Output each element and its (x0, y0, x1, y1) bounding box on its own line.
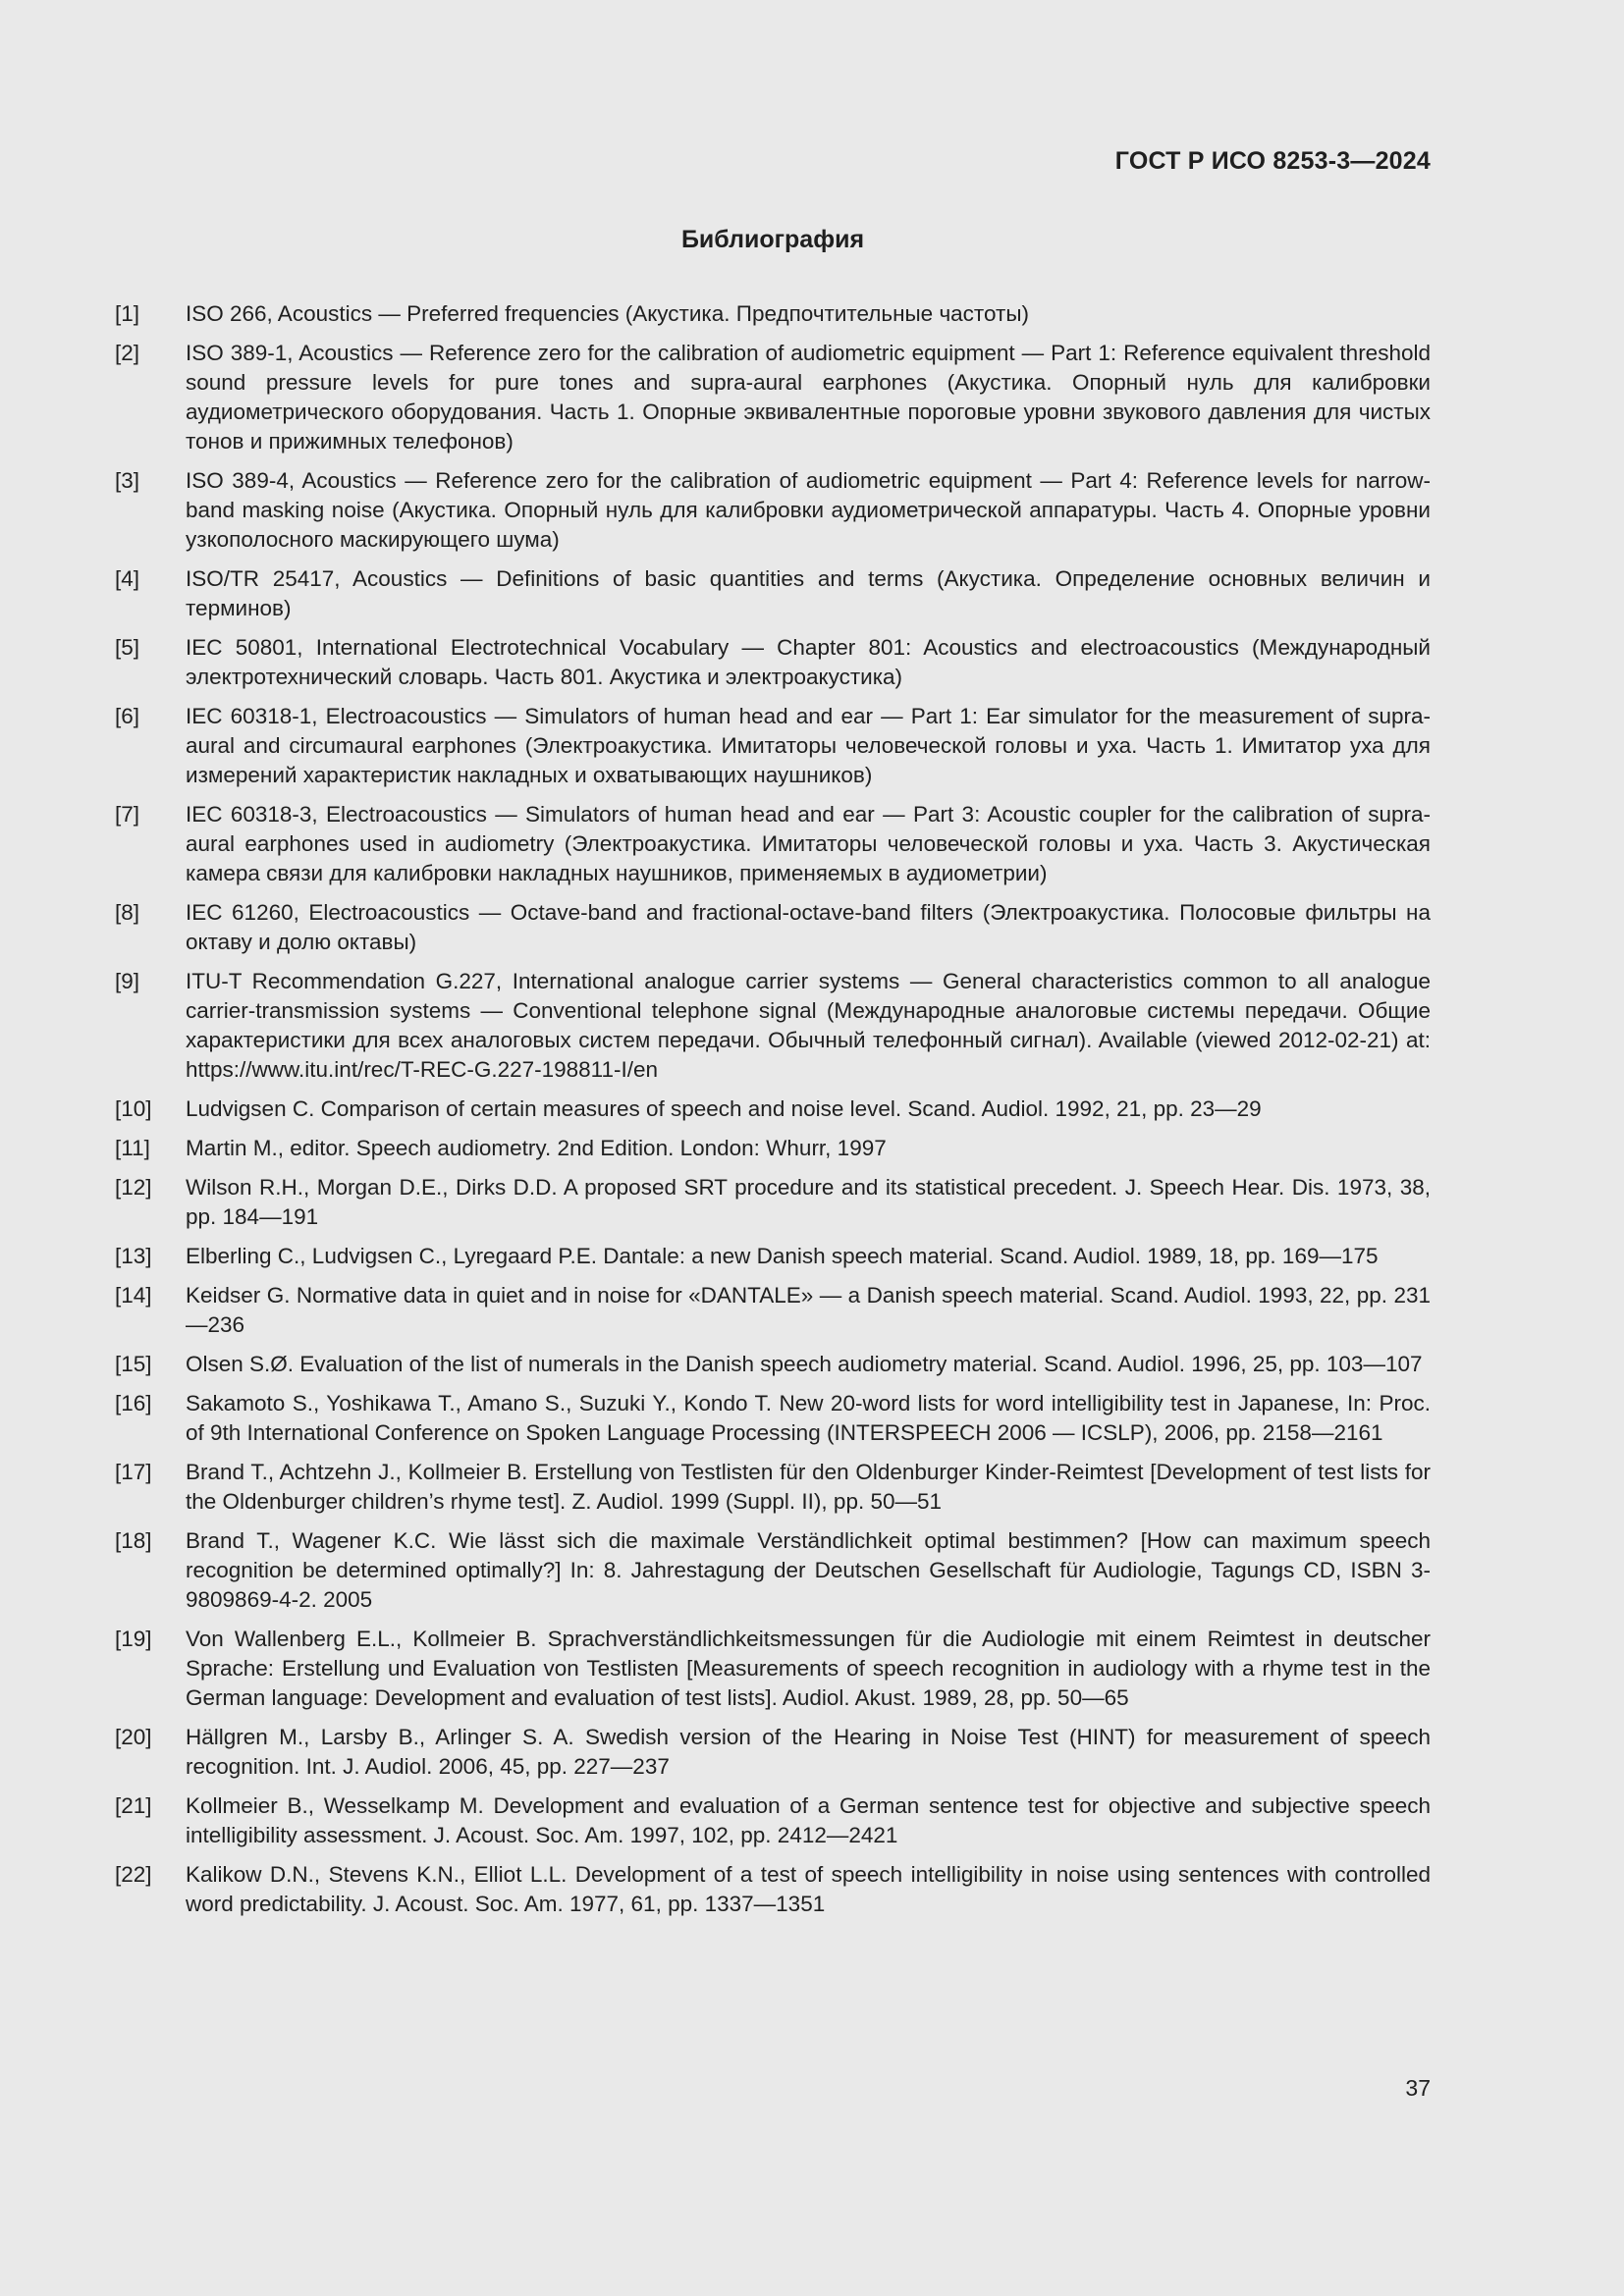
reference-text: IEC 60318-1, Electroacoustics — Simulators of human head and ear — Part 1: Ear simulator for the measurement of supra-aural and circumaural earphones (Электроакустика. Имитаторы человеческой головы и уха. Часть 1. Имитатор уха для измерений характеристик накладных и охватывающих наушников) (186, 704, 1431, 787)
document-code-header: ГОСТ Р ИСО 8253-3—2024 (1114, 147, 1431, 175)
reference-text: Hällgren M., Larsby B., Arlinger S. A. Swedish version of the Hearing in Noise Test (HINT) for measurement of speech recognition. Int. J. Audiol. 2006, 45, pp. 227—237 (186, 1725, 1431, 1779)
reference-number: [7] (115, 802, 140, 827)
reference-number: [6] (115, 704, 140, 728)
reference-number: [17] (115, 1460, 152, 1484)
reference-number: [20] (115, 1725, 152, 1749)
bibliography-entry (115, 564, 1431, 623)
reference-text: ISO 389-1, Acoustics — Reference zero for the calibration of audiometric equipment — Part 1: Reference equivalent threshold sound pressure levels for pure tones and supra-aural earphones (Акустика. Опорный нуль для калибровки аудиометрического оборудования. Часть 1. Опорные эквивалентные пороговые уровни звукового давления для чистых тонов и прижимных телефонов) (186, 341, 1431, 454)
bibliography-entry (115, 1242, 1431, 1271)
reference-number: [21] (115, 1793, 152, 1818)
reference-text: Brand T., Achtzehn J., Kollmeier B. Erstellung von Testlisten für den Oldenburger Kinder-Reimtest [Development of test lists for the Oldenburger children’s rhyme test]. Z. Audiol. 1999 (Suppl. II), pp. 50—51 (186, 1460, 1431, 1514)
reference-number: [19] (115, 1627, 152, 1651)
reference-number: [12] (115, 1175, 152, 1200)
reference-number: [11] (115, 1136, 150, 1160)
reference-text: Martin M., editor. Speech audiometry. 2nd Edition. London: Whurr, 1997 (186, 1136, 887, 1160)
bibliography-entry (115, 299, 1431, 329)
bibliography-list (115, 299, 1431, 1929)
reference-number: [15] (115, 1352, 152, 1376)
bibliography-entry (115, 1723, 1431, 1782)
reference-text: Olsen S.Ø. Evaluation of the list of numerals in the Danish speech audiometry material. Scand. Audiol. 1996, 25, pp. 103—107 (186, 1352, 1423, 1376)
bibliography-entry (115, 1281, 1431, 1340)
reference-number: [3] (115, 468, 140, 493)
reference-number: [5] (115, 635, 140, 660)
reference-text: Von Wallenberg E.L., Kollmeier B. Sprachverständlichkeitsmessungen für die Audiologie mit einem Reimtest in deutscher Sprache: Erstellung und Evaluation von Testlisten [Measurements of speech recognition in audiology with a rhyme test in the German language: Development and evaluation of test lists]. Audiol. Akust. 1989, 28, pp. 50—65 (186, 1627, 1431, 1710)
bibliography-entry (115, 1791, 1431, 1850)
reference-text: Elberling C., Ludvigsen C., Lyregaard P.E. Dantale: a new Danish speech material. Scand. Audiol. 1989, 18, pp. 169—175 (186, 1244, 1379, 1268)
bibliography-entry (115, 1134, 1431, 1163)
reference-number: [4] (115, 566, 140, 591)
reference-text: IEC 60318-3, Electroacoustics — Simulators of human head and ear — Part 3: Acoustic coupler for the calibration of supra-aural earphones used in audiometry (Электроакустика. Имитаторы человеческой головы и уха. Часть 3. Акустическая камера связи для калибровки накладных наушников, применяемых в аудиометрии) (186, 802, 1431, 885)
reference-text: ISO 389-4, Acoustics — Reference zero for the calibration of audiometric equipment — Part 4: Reference levels for narrow-band masking noise (Акустика. Опорный нуль для калибровки аудиометрической аппаратуры. Часть 4. Опорные уровни узкополосного маскирующего шума) (186, 468, 1431, 552)
bibliography-entry (115, 1173, 1431, 1232)
reference-text: IEC 61260, Electroacoustics — Octave-band and fractional-octave-band filters (Электроакустика. Полосовые фильтры на октаву и долю октавы) (186, 900, 1431, 954)
bibliography-entry (115, 1860, 1431, 1919)
reference-text: ISO 266, Acoustics — Preferred frequencies (Акустика. Предпочтительные частоты) (186, 301, 1029, 326)
bibliography-entry (115, 339, 1431, 456)
bibliography-entry (115, 702, 1431, 790)
bibliography-entry (115, 1458, 1431, 1517)
reference-text: IEC 50801, International Electrotechnical Vocabulary — Chapter 801: Acoustics and electroacoustics (Международный электротехнический словарь. Часть 801. Акустика и электроакустика) (186, 635, 1431, 689)
bibliography-entry (115, 466, 1431, 555)
bibliography-entry (115, 1625, 1431, 1713)
reference-text: Kollmeier B., Wesselkamp M. Development and evaluation of a German sentence test for objective and subjective speech intelligibility assessment. J. Acoust. Soc. Am. 1997, 102, pp. 2412—2421 (186, 1793, 1431, 1847)
reference-number: [13] (115, 1244, 152, 1268)
bibliography-entry (115, 1526, 1431, 1615)
reference-number: [16] (115, 1391, 152, 1415)
bibliography-entry (115, 633, 1431, 692)
reference-text: Sakamoto S., Yoshikawa T., Amano S., Suzuki Y., Kondo T. New 20-word lists for word intelligibility test in Japanese, In: Proc. of 9th International Conference on Spoken Language Processing (INTERSPEECH 2006 — ICSLP), 2006, pp. 2158—2161 (186, 1391, 1431, 1445)
bibliography-entry (115, 1350, 1431, 1379)
reference-text: Brand T., Wagener K.C. Wie lässt sich die maximale Verständlichkeit optimal bestimmen? [How can maximum speech recognition be determined optimally?] In: 8. Jahrestagung der Deutschen Gesellschaft für Audiologie, Tagungs CD, ISBN 3-9809869-4-2. 2005 (186, 1528, 1431, 1612)
reference-number: [22] (115, 1862, 152, 1887)
reference-text: Kalikow D.N., Stevens K.N., Elliot L.L. Development of a test of speech intelligibility in noise using sentences with controlled word predictability. J. Acoust. Soc. Am. 1977, 61, pp. 1337—1351 (186, 1862, 1431, 1916)
reference-number: [2] (115, 341, 140, 365)
bibliography-entry (115, 1095, 1431, 1124)
reference-text: Wilson R.H., Morgan D.E., Dirks D.D. A proposed SRT procedure and its statistical precedent. J. Speech Hear. Dis. 1973, 38, pp. 184—191 (186, 1175, 1431, 1229)
reference-text: Ludvigsen C. Comparison of certain measures of speech and noise level. Scand. Audiol. 1992, 21, pp. 23—29 (186, 1096, 1262, 1121)
reference-number: [9] (115, 969, 140, 993)
bibliography-entry (115, 967, 1431, 1085)
bibliography-entry (115, 1389, 1431, 1448)
bibliography-entry (115, 800, 1431, 888)
reference-text: ISO/TR 25417, Acoustics — Definitions of basic quantities and terms (Акустика. Определение основных величин и терминов) (186, 566, 1431, 620)
page-number: 37 (1405, 2075, 1431, 2101)
bibliography-entry (115, 898, 1431, 957)
section-title: Библиография (680, 226, 865, 253)
reference-text: Keidser G. Normative data in quiet and in noise for «DANTALE» — a Danish speech material. Scand. Audiol. 1993, 22, pp. 231—236 (186, 1283, 1431, 1337)
reference-number: [1] (115, 301, 140, 326)
reference-number: [18] (115, 1528, 152, 1553)
reference-text: ITU-T Recommendation G.227, International analogue carrier systems — General characteristics common to all analogue carrier-transmission systems — Conventional telephone signal (Международные аналоговые системы передачи. Общие характеристики для всех аналоговых систем передачи. Обычный телефонный сигнал). Available (viewed 2012-02-21) at: https://www.itu.int/rec/T-REC-G.227-198811-I/en (186, 969, 1431, 1082)
reference-number: [10] (115, 1096, 152, 1121)
reference-number: [14] (115, 1283, 152, 1308)
reference-number: [8] (115, 900, 140, 925)
